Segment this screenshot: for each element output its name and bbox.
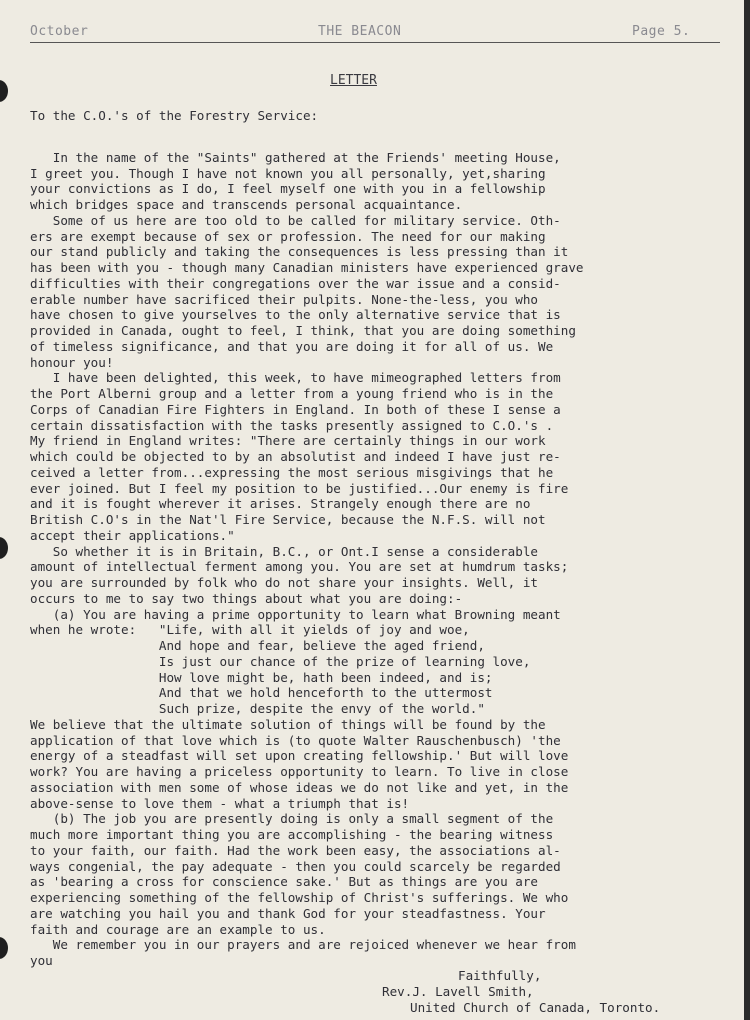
text-line: certain dissatisfaction with the tasks presently assigned to C.O.'s . — [30, 417, 554, 433]
text-line: as 'bearing a cross for conscience sake.' But as things are you are — [30, 874, 538, 890]
text-line: ways congenial, the pay adequate - then you could scarcely be regarded — [30, 858, 561, 874]
text-line: much more important thing you are accomplishing - the bearing witness — [30, 827, 554, 842]
signature: Rev.J. Lavell Smith, — [382, 984, 534, 999]
text-line: We remember you in our prayers and are rejoiced whenever we hear from — [30, 937, 576, 953]
header-title: THE BEACON — [318, 24, 402, 39]
text-line: difficulties with their congregations over the war issue and a consid- — [30, 275, 561, 291]
text-line: faith and courage are an example to us. — [30, 921, 326, 937]
text-line: honour you! — [30, 354, 114, 370]
text-line: you — [30, 953, 53, 968]
text-line: How love might be, hath been indeed, and is; — [30, 669, 493, 685]
page-edge — [744, 0, 750, 1020]
text-line: you are surrounded by folk who do not share your insights. Well, it — [30, 575, 538, 590]
text-line: We believe that the ultimate solution of things will be found by the — [30, 716, 546, 732]
text-line: And that we hold henceforth to the uttermost — [30, 685, 493, 701]
text-line: I have been delighted, this week, to have mimeographed letters from — [30, 370, 561, 386]
text-line: our stand publicly and taking the consequences is less pressing than it — [30, 244, 569, 260]
header-page-number: Page 5. — [632, 24, 691, 39]
closing: Faithfully, — [458, 968, 542, 983]
text-line: are watching you hail you and thank God for your steadfastness. Your — [30, 905, 546, 921]
text-line: your convictions as I do, I feel myself one with you in a fellowship — [30, 181, 546, 197]
text-line: energy of a steadfast will set upon creating fellowship.' But will love — [30, 748, 569, 764]
text-line: Such prize, despite the envy of the world." — [30, 701, 485, 716]
text-line: provided in Canada, ought to feel, I think, that you are doing something — [30, 323, 576, 338]
text-line: application of that love which is (to quote Walter Rauschenbusch) 'the — [30, 732, 561, 748]
text-line: erable number have sacrificed their pulpits. None-the-less, you who — [30, 291, 538, 307]
text-line: experiencing something of the fellowship of Christ's sufferings. We who — [30, 890, 569, 905]
text-line: (a) You are having a prime opportunity to learn what Browning meant — [30, 606, 561, 622]
binder-hole — [0, 80, 8, 102]
text-line: My friend in England writes: "There are certainly things in our work — [30, 433, 546, 449]
text-line: amount of intellectual ferment among you. You are set at humdrum tasks; — [30, 559, 569, 575]
text-line: And hope and fear, believe the aged friend, — [30, 638, 485, 653]
text-line: the Port Alberni group and a letter from a young friend who is in the — [30, 386, 554, 401]
text-line: work? You are having a priceless opportunity to learn. To live in close — [30, 764, 569, 779]
text-line: and it is fought wherever it arises. Strangely enough there are no — [30, 496, 531, 512]
text-line: ers are exempt because of sex or profession. The need for our making — [30, 228, 546, 244]
text-line: Is just our chance of the prize of learning love, — [30, 653, 531, 669]
header-rule — [30, 42, 720, 43]
text-line: accept their applications." — [30, 527, 235, 543]
text-line: Some of us here are too old to be called for military service. Oth- — [30, 212, 561, 228]
binder-hole — [0, 537, 8, 559]
text-line: have chosen to give yourselves to the only alternative service that is — [30, 307, 561, 323]
text-line: association with men some of whose ideas we do not like and yet, in the — [30, 779, 569, 795]
text-line: In the name of the "Saints" gathered at the Friends' meeting House, — [30, 149, 561, 165]
text-line: to your faith, our faith. Had the work been easy, the associations al- — [30, 842, 561, 858]
text-line: British C.O's in the Nat'l Fire Service, because the N.F.S. will not — [30, 512, 546, 527]
text-line: which could be objected to by an absolutist and indeed I have just re- — [30, 449, 561, 464]
text-line: occurs to me to say two things about what you are doing:- — [30, 590, 463, 606]
text-line: (b) The job you are presently doing is only a small segment of the — [30, 811, 554, 827]
letter-title: LETTER — [330, 73, 377, 88]
text-line: So whether it is in Britain, B.C., or Ont.I sense a considerable — [30, 543, 538, 559]
text-line: of timeless significance, and that you are doing it for all of us. We — [30, 338, 554, 354]
text-line: has been with you - though many Canadian ministers have experienced grave — [30, 260, 584, 275]
text-line: I greet you. Though I have not known you all personally, yet,sharing — [30, 165, 546, 181]
text-line: ceived a letter from...expressing the most serious misgivings that he — [30, 464, 554, 480]
text-line: To the C.O.'s of the Forestry Service: — [30, 108, 319, 123]
binder-hole — [0, 937, 8, 959]
text-line: Corps of Canadian Fire Fighters in England. In both of these I sense a — [30, 401, 561, 417]
text-line: when he wrote: "Life, with all it yields of joy and woe, — [30, 622, 470, 638]
header-month: October — [30, 24, 89, 39]
text-line: ever joined. But I feel my position to be justified...Our enemy is fire — [30, 480, 569, 496]
text-line: which bridges space and transcends personal acquaintance. — [30, 197, 463, 212]
affiliation: United Church of Canada, Toronto. — [410, 1000, 661, 1015]
text-line: above-sense to love them - what a triumph that is! — [30, 795, 410, 811]
